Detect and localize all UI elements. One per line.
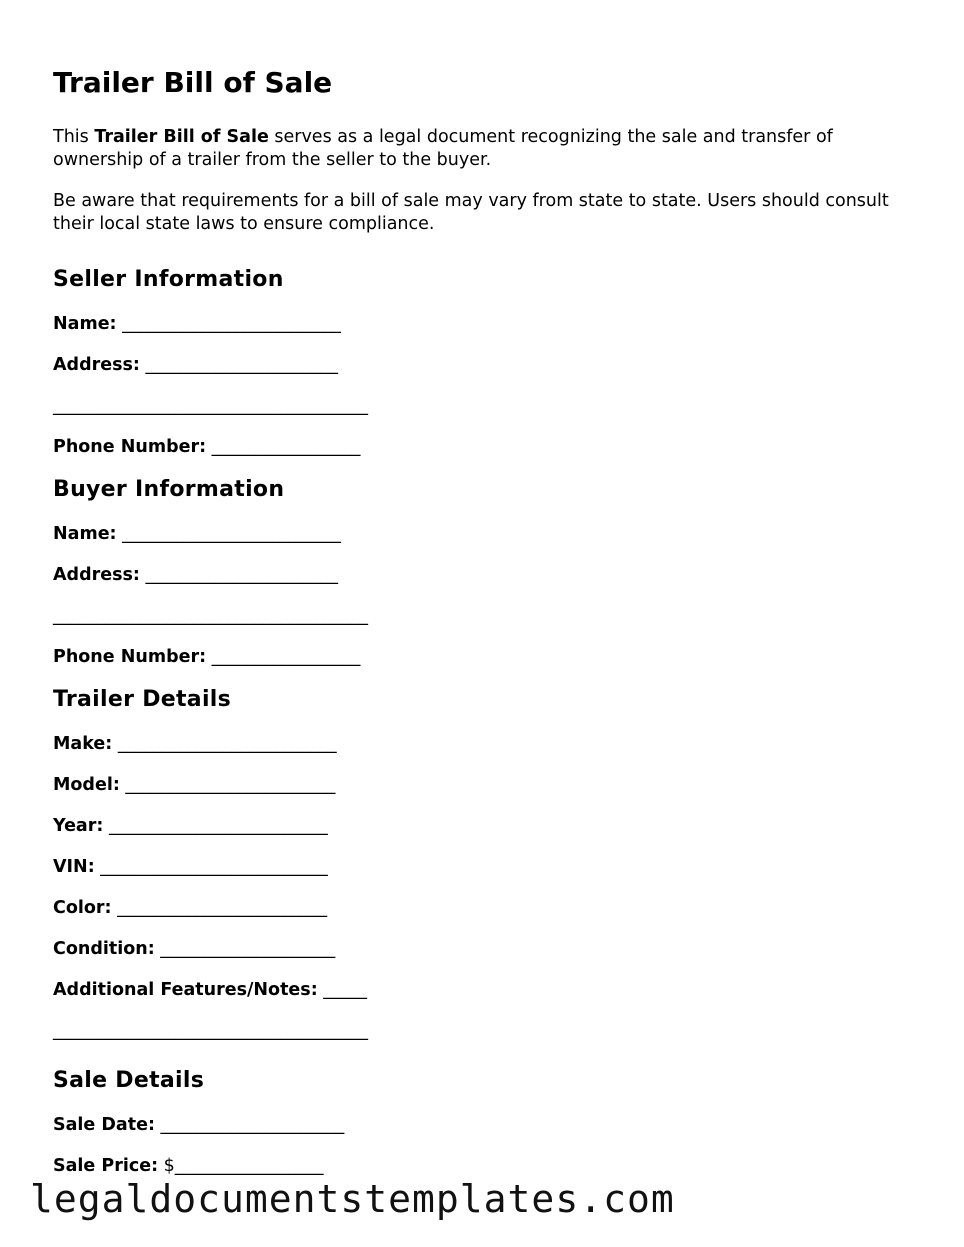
trailer-notes-label: Additional Features/Notes: (53, 980, 318, 1000)
trailer-notes-line-2[interactable]: ____________________________________ (53, 1021, 368, 1041)
trailer-make-field[interactable] (53, 732, 913, 756)
document-page (53, 64, 913, 1178)
trailer-color-blank[interactable]: ________________________ (111, 898, 328, 918)
trailer-year-blank[interactable]: _________________________ (103, 816, 328, 836)
sale-price-label: Sale Price: (53, 1156, 159, 1176)
buyer-name-field[interactable] (53, 522, 913, 546)
seller-name-field[interactable] (53, 312, 913, 336)
trailer-notes-field[interactable] (53, 978, 913, 1002)
sale-date-label: Sale Date: (53, 1115, 155, 1135)
intro-paragraph-2: Be aware that requirements for a bill of sale may vary from state to state. Users should consult their local state laws to ensure compliance. (53, 191, 889, 234)
buyer-phone-field[interactable] (53, 645, 913, 669)
trailer-color-label: Color: (53, 898, 112, 918)
seller-phone-blank[interactable]: _________________ (206, 437, 361, 457)
buyer-address-label: Address: (53, 565, 140, 585)
intro-text: This (53, 127, 95, 147)
buyer-name-blank[interactable]: _________________________ (116, 524, 341, 544)
seller-address-line-2[interactable]: ____________________________________ (53, 396, 368, 416)
trailer-year-label: Year: (53, 816, 104, 836)
sale-date-blank[interactable]: _____________________ (154, 1115, 345, 1135)
sale-price-blank[interactable]: $_________________ (158, 1156, 324, 1176)
intro-paragraph-1 (53, 126, 913, 172)
trailer-make-label: Make: (53, 734, 113, 754)
seller-name-blank[interactable]: _________________________ (116, 314, 341, 334)
seller-phone-field[interactable] (53, 435, 913, 459)
page-title: Trailer Bill of Sale (53, 66, 333, 99)
seller-address-label: Address: (53, 355, 140, 375)
trailer-notes-blank[interactable]: _____ (317, 980, 368, 1000)
trailer-model-blank[interactable]: ________________________ (119, 775, 336, 795)
trailer-model-label: Model: (53, 775, 120, 795)
trailer-vin-blank[interactable]: __________________________ (94, 857, 328, 877)
trailer-vin-label: VIN: (53, 857, 95, 877)
trailer-make-blank[interactable]: _________________________ (112, 734, 337, 754)
sale-date-field[interactable] (53, 1113, 913, 1137)
intro-bold-title: Trailer Bill of Sale (94, 127, 269, 147)
buyer-heading: Buyer Information (53, 477, 285, 502)
buyer-address-line-2[interactable]: ____________________________________ (53, 606, 368, 626)
intro-text-suffix: serves as a legal document recognizing the sale and transfer of ownership of a trailer from the seller to the buyer. (53, 127, 833, 170)
trailer-year-field[interactable] (53, 814, 913, 838)
trailer-vin-field[interactable] (53, 855, 913, 879)
trailer-condition-blank[interactable]: ____________________ (154, 939, 336, 959)
seller-phone-label: Phone Number: (53, 437, 207, 457)
seller-address-blank[interactable]: ______________________ (139, 355, 339, 375)
buyer-phone-label: Phone Number: (53, 647, 207, 667)
trailer-heading: Trailer Details (53, 687, 232, 712)
buyer-address-blank[interactable]: ______________________ (139, 565, 339, 585)
sale-heading: Sale Details (53, 1068, 205, 1093)
buyer-name-label: Name: (53, 524, 117, 544)
seller-name-label: Name: (53, 314, 117, 334)
trailer-color-field[interactable] (53, 896, 913, 920)
trailer-model-field[interactable] (53, 773, 913, 797)
buyer-phone-blank[interactable]: _________________ (206, 647, 361, 667)
buyer-address-field[interactable] (53, 563, 913, 587)
seller-address-field[interactable] (53, 353, 913, 377)
watermark: legaldocumentstemplates.com (30, 1177, 675, 1221)
seller-heading: Seller Information (53, 267, 284, 292)
trailer-condition-label: Condition: (53, 939, 155, 959)
trailer-condition-field[interactable] (53, 937, 913, 961)
